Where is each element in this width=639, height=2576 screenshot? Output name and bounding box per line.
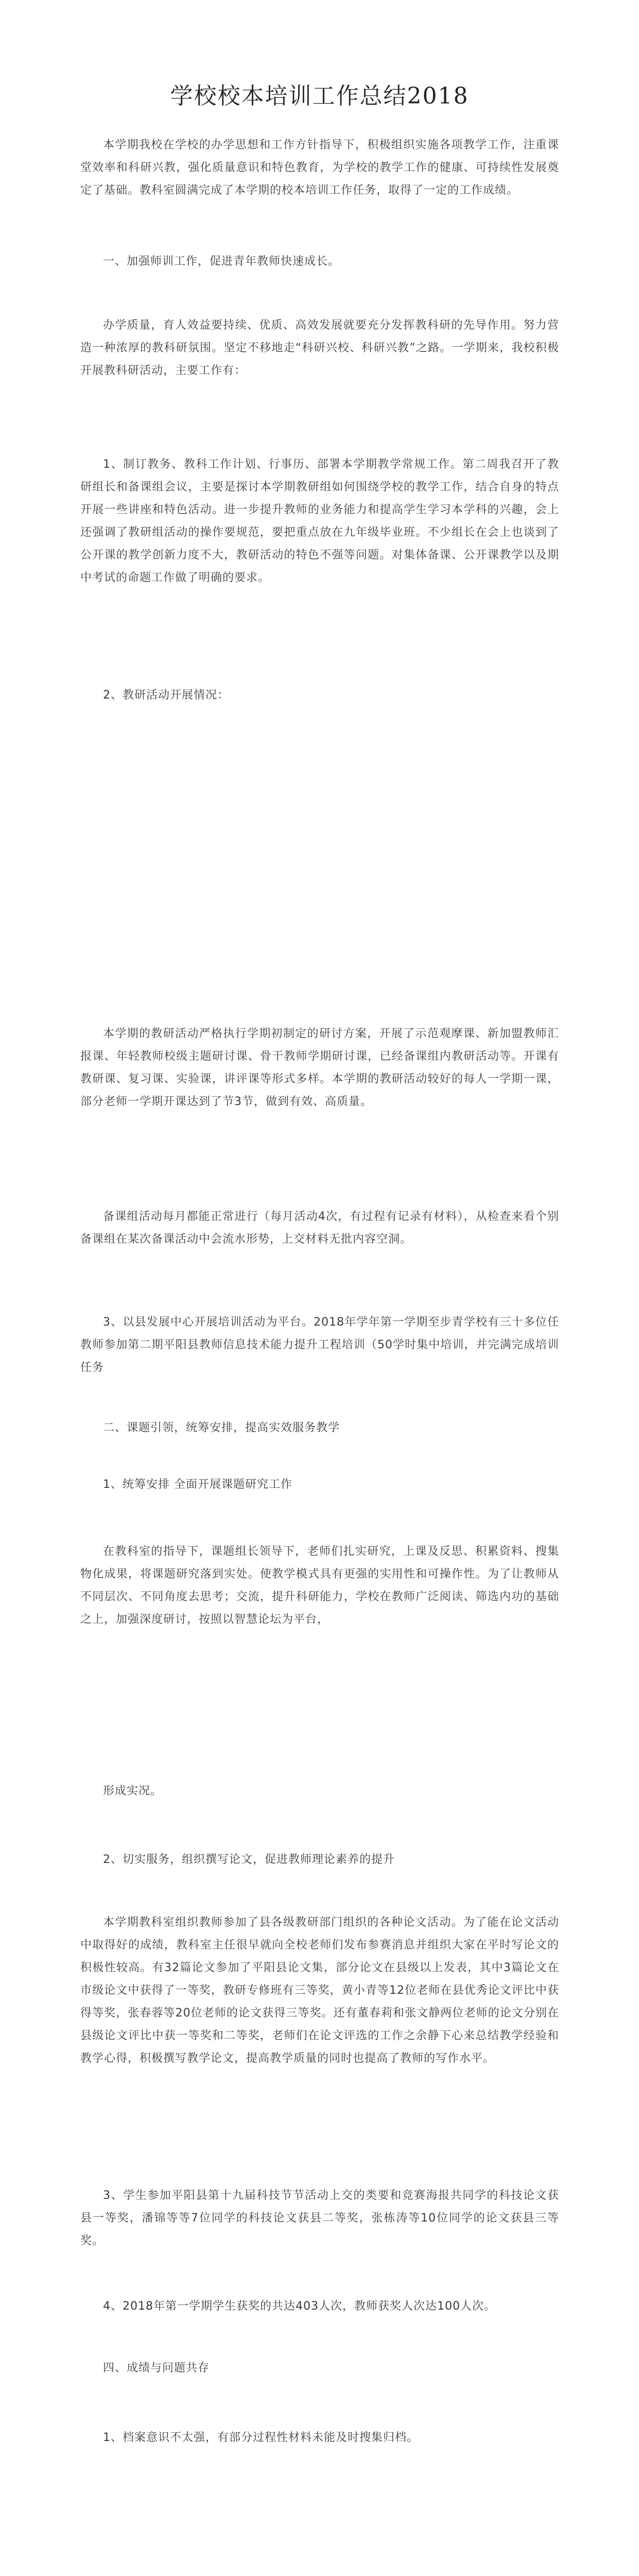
- list-item: 1、档案意识不太强，有部分过程性材料未能及时搜集归档。: [103, 2431, 419, 2444]
- paragraph-intro: 本学期我校在学校的办学思想和工作方针指导下，积极组织实施各项教学工作，注重课堂效率和科研兴教，强化质量意识和特色教育，为学校的教学工作的健康、可持续性发展奠定了基础。教科室圆满完成了本学期的校本培训工作任务，取得了一定的工作成绩。: [80, 139, 559, 197]
- paragraph: 办学质量，育人效益要持续、优质、高效发展就要充分发挥教科研的先导作用。努力营造一种浓厚的教科研氛围。坚定不移地走“科研兴校、科研兴教”之路。一学期来，我校积极开展教科研活动，主要工作有：: [80, 319, 559, 377]
- section-heading-4: 四、成绩与问题共存: [103, 2362, 210, 2375]
- paragraph: 4、2018年第一学期学生获奖的共达403人次，教师获奖人次达100人次。: [103, 2300, 496, 2313]
- paragraph: 3、以县发展中心开展培训活动为平台。2018年学年第一学期至步青学校有三十多位任教师参加第二期平阳县教师信息技术能力提升工程培训（50学时集中培训，并完满完成培训任务: [80, 1316, 559, 1374]
- section-heading-2: 二、课题引领，统筹安排，提高实效服务教学: [103, 1421, 340, 1434]
- paragraph: 在教科室的指导下，课题组长领导下，老师们扎实研究，上课及反思、积累资料、搜集物化成果，将课题研究落到实处。使教学模式具有更强的实用性和可操作性。为了让教师从不同层次、不同角度去思考；交流，提升科研能力，学校在教师广泛阅读、筛选内功的基础之上，加强深度研讨，按照以智慧论坛为平台，: [80, 1545, 559, 1626]
- subheading: 2、教研活动开展情况：: [103, 689, 229, 702]
- paragraph-continuation: 形成实况。: [103, 1785, 163, 1798]
- subheading: 1、统筹安排 全面开展课题研究工作: [103, 1478, 292, 1491]
- paragraph: 本学期的教研活动严格执行学期初制定的研讨方案，开展了示范观摩课、新加盟教师汇报课、年轻教师校级主题研讨课、骨干教师学期研讨课，已经备课组内教研活动等。开课有教研课、复习课、实验课，讲评课等形式多样。本学期的教研活动较好的每人一学期一课，部分老师一学期开课达到了节3节，做到有效、高质量。: [80, 1027, 559, 1108]
- section-heading-1: 一、加强师训工作，促进青年教师快速成长。: [103, 255, 340, 268]
- paragraph: 3、学生参加平阳县第十九届科技节节活动上交的类要和竞赛海报共同学的科技论文获县一等奖，潘锦等等7位同学的科技论文获县二等奖，张栋涛等10位同学的论文获县三等奖。: [80, 2189, 559, 2247]
- document-title: 学校校本培训工作总结2018: [170, 83, 469, 109]
- paragraph: 1、制订教务、教科工作计划、行事历、部署本学期教学常规工作。第二周我召开了教研组长和备课组会议，主要是探讨本学期教研组如何围绕学校的教学工作，结合自身的特点开展一些讲座和特色活动。进一步提升教师的业务能力和提高学生学习本学科的兴趣，会上还强调了教研组活动的操作要规范，要把重点放在九年级毕业班。不少组长在会上也谈到了公开课的教学创新力度不大，教研活动的特色不强等问题。对集体备课、公开课教学以及期中考试的命题工作做了明确的要求。: [80, 458, 559, 584]
- subheading: 2、切实服务，组织撰写论文，促进教师理论素养的提升: [103, 1853, 395, 1866]
- paragraph: 备课组活动每月都能正常进行（每月活动4次，有过程有记录有材料），从检查来看个别备课组在某次备课活动中会流水形势，上交材料无批内容空洞。: [80, 1210, 559, 1246]
- paragraph: 本学期教科室组织教师参加了县各级教研部门组织的各种论文活动。为了能在论文活动中取得好的成绩，教科室主任很早就向全校老师们发布参赛消息并组织大家在平时写论文的积极性较高。有32篇论文参加了平阳县论文集，部分论文在县级以上发表，其中3篇论文在市级论文中获得了一等奖，教研专修班有三等奖，黄小青等12位老师在县优秀论文评比中获得等奖，张春蓉等20位老师的论文获得三等奖。还有董春莉和张文静两位老师的论文分别在县级论文评比中获一等奖和二等奖，老师们在论文评选的工作之余静下心来总结教学经验和教学心得，积极撰写教学论文，提高教学质量的同时也提高了教师的写作水平。: [80, 1916, 559, 2065]
